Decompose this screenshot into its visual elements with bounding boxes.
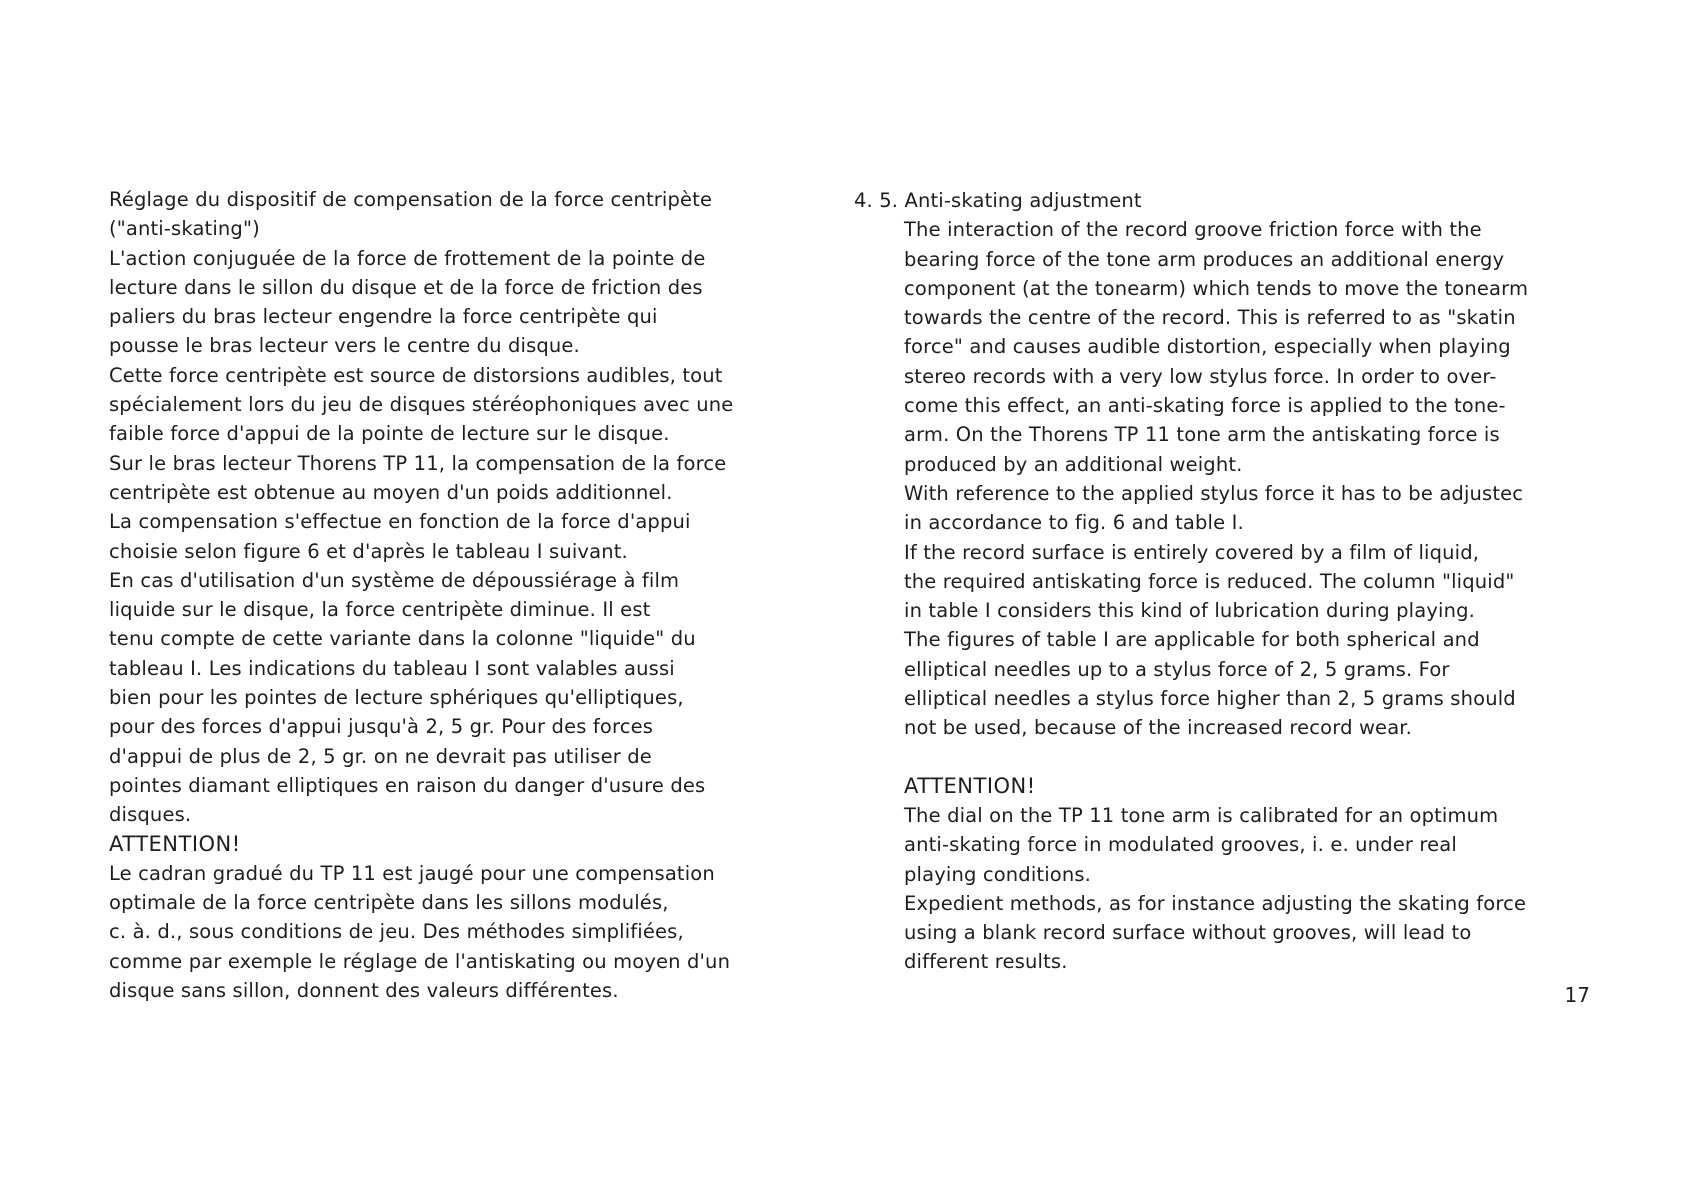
french-paragraph: [109, 244, 809, 830]
text-line: liquide sur le disque, la force centripète diminue. Il est: [109, 598, 651, 622]
text-line: If the record surface is entirely covered by a film of liquid,: [904, 540, 1480, 564]
text-line: pousse le bras lecteur vers le centre du disque.: [109, 334, 580, 358]
text-line: Sur le bras lecteur Thorens TP 11, la compensation de la force: [109, 451, 727, 475]
text-line: paliers du bras lecteur engendre la force centripète qui: [109, 305, 658, 329]
text-line: arm. On the Thorens TP 11 tone arm the antiskating force is: [904, 423, 1500, 447]
text-line: the required antiskating force is reduced. The column "liquid": [904, 569, 1515, 593]
text-line: stereo records with a very low stylus force. In order to over-: [904, 364, 1497, 388]
text-line: faible force d'appui de la pointe de lecture sur le disque.: [109, 422, 670, 446]
text-line: disques.: [109, 803, 192, 827]
text-line: pour des forces d'appui jusqu'à 2, 5 gr. Pour des forces: [109, 715, 654, 739]
text-line: Cette force centripète est source de distorsions audibles, tout: [109, 363, 723, 387]
text-line: With reference to the applied stylus force it has to be adjustec: [904, 481, 1524, 505]
text-line: centripète est obtenue au moyen d'un poids additionnel.: [109, 480, 673, 504]
text-line: anti-skating force in modulated grooves, i. e. under real: [904, 833, 1457, 857]
text-line: tableau I. Les indications du tableau I sont valables aussi: [109, 656, 675, 680]
text-line: elliptical needles up to a stylus force of 2, 5 grams. For: [904, 657, 1450, 681]
text-line: elliptical needles a stylus force higher than 2, 5 grams should: [904, 687, 1516, 711]
text-line: lecture dans le sillon du disque et de la force de friction des: [109, 275, 703, 299]
text-line: tenu compte de cette variante dans la colonne "liquide" du: [109, 627, 696, 651]
text-line: The figures of table I are applicable for both spherical and: [904, 628, 1480, 652]
text-line: The interaction of the record groove friction force with the: [904, 218, 1482, 242]
text-line: pointes diamant elliptiques en raison du danger d'usure des: [109, 773, 706, 797]
english-paragraph: [854, 215, 1594, 976]
french-attention-paragraph: [109, 859, 809, 1005]
text-line: Expedient methods, as for instance adjusting the skating force: [904, 891, 1527, 915]
text-line: component (at the tonearm) which tends to move the tonearm: [904, 276, 1529, 300]
text-line: c. à. d., sous conditions de jeu. Des méthodes simplifiées,: [109, 920, 684, 944]
text-line: choisie selon figure 6 et d'après le tableau I suivant.: [109, 539, 628, 563]
page-number: 17: [1564, 983, 1590, 1007]
text-line: using a blank record surface without grooves, will lead to: [904, 921, 1472, 945]
french-heading-line: ("anti-skating"): [109, 217, 260, 241]
text-line: towards the centre of the record. This is referred to as "skatin: [904, 306, 1516, 330]
text-line: En cas d'utilisation d'un système de dépoussiérage à film: [109, 568, 680, 592]
french-heading-line: Réglage du dispositif de compensation de la force centripète: [109, 188, 713, 211]
text-line: Le cadran gradué du TP 11 est jaugé pour une compensation: [109, 861, 715, 885]
english-attention-label: ATTENTION!: [904, 773, 1036, 798]
text-line: in table I considers this kind of lubrication during playing.: [904, 599, 1475, 623]
text-line: come this effect, an anti-skating force is applied to the tone-: [904, 394, 1506, 418]
text-line: d'appui de plus de 2, 5 gr. on ne devrait pas utiliser de: [109, 744, 652, 768]
english-heading: 4. 5. Anti-skating adjustment: [854, 189, 1142, 212]
text-line: The dial on the TP 11 tone arm is calibrated for an optimum: [904, 803, 1499, 827]
text-line: in accordance to fig. 6 and table I.: [904, 511, 1244, 535]
text-line: playing conditions.: [904, 862, 1092, 886]
paragraph-gap: [904, 743, 1594, 772]
text-line: La compensation s'effectue en fonction de la force d'appui: [109, 510, 691, 534]
text-line: produced by an additional weight.: [904, 452, 1243, 476]
text-line: force" and causes audible distortion, especially when playing: [904, 335, 1511, 359]
text-line: disque sans sillon, donnent des valeurs différentes.: [109, 979, 619, 1003]
english-column: [854, 186, 1594, 977]
text-line: L'action conjuguée de la force de frottement de la pointe de: [109, 246, 706, 270]
text-line: bien pour les pointes de lecture sphériques qu'elliptiques,: [109, 686, 684, 710]
text-line: optimale de la force centripète dans les sillons modulés,: [109, 891, 669, 915]
french-attention-label: ATTENTION!: [109, 831, 241, 856]
text-line: different results.: [904, 950, 1068, 974]
text-line: bearing force of the tone arm produces an additional energy: [904, 247, 1505, 271]
text-line: spécialement lors du jeu de disques stéréophoniques avec une: [109, 393, 734, 417]
french-column: [109, 185, 809, 1005]
text-line: comme par exemple le réglage de l'antiskating ou moyen d'un: [109, 949, 731, 973]
text-line: not be used, because of the increased record wear.: [904, 716, 1413, 740]
